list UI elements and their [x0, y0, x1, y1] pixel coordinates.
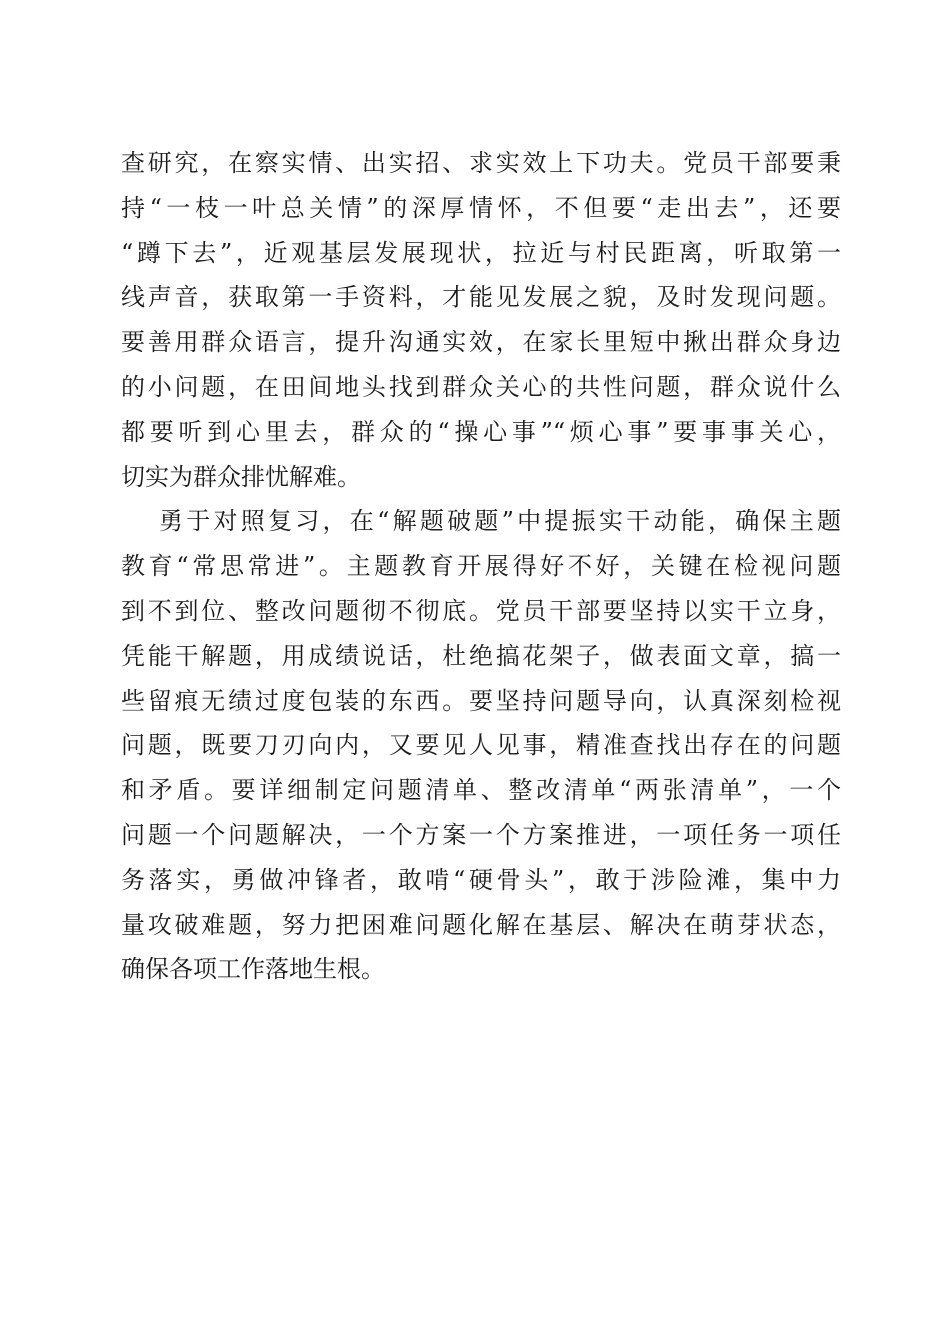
text-line: 和矛盾。要详细制定问题清单、整改清单“两张清单”，一个 [121, 776, 841, 805]
text-line: 量攻破难题，努力把困难问题化解在基层、解决在萌芽状态， [121, 910, 841, 939]
text-line: 凭能干解题，用成绩说话，杜绝搞花架子，做表面文章，搞一 [121, 641, 841, 670]
text-line: “蹲下去”，近观基层发展现状，拉近与村民距离，听取第一 [121, 238, 841, 267]
text-line: 勇于对照复习，在“解题破题”中提振实干动能，确保主题 [159, 507, 841, 536]
text-line: 问题，既要刀刃向内，又要见人见事，精准查找出存在的问题 [121, 731, 841, 760]
text-line: 都要听到心里去，群众的“操心事”“烦心事”要事事关心， [121, 417, 841, 446]
text-line: 教育“常思常进”。主题教育开展得好不好，关键在检视问题 [121, 552, 841, 581]
text-line: 问题一个问题解决，一个方案一个方案推进，一项任务一项任 [121, 820, 841, 849]
text-line: 查研究，在察实情、出实招、求实效上下功夫。党员干部要秉 [121, 149, 841, 177]
paragraph-1 [121, 141, 841, 499]
text-line: 切实为群众排忧解难。 [121, 462, 361, 491]
text-line: 线声音，获取第一手资料，才能见发展之貌，及时发现问题。 [121, 283, 841, 312]
document-body [121, 141, 841, 992]
text-line: 要善用群众语言，提升沟通实效，在家长里短中揪出群众身边 [121, 328, 841, 357]
text-line: 的小问题，在田间地头找到群众关心的共性问题，群众说什么 [121, 372, 841, 401]
text-line: 些留痕无绩过度包装的东西。要坚持问题导向，认真深刻检视 [121, 686, 841, 715]
text-line: 确保各项工作落地生根。 [121, 955, 385, 984]
text-line: 持“一枝一叶总关情”的深厚情怀，不但要“走出去”，还要 [121, 193, 841, 222]
text-line: 到不到位、整改问题彻不彻底。党员干部要坚持以实干立身， [121, 596, 841, 625]
paragraph-2 [121, 499, 841, 992]
text-line: 务落实，勇做冲锋者，敢啃“硬骨头”，敢于涉险滩，集中力 [121, 865, 841, 894]
